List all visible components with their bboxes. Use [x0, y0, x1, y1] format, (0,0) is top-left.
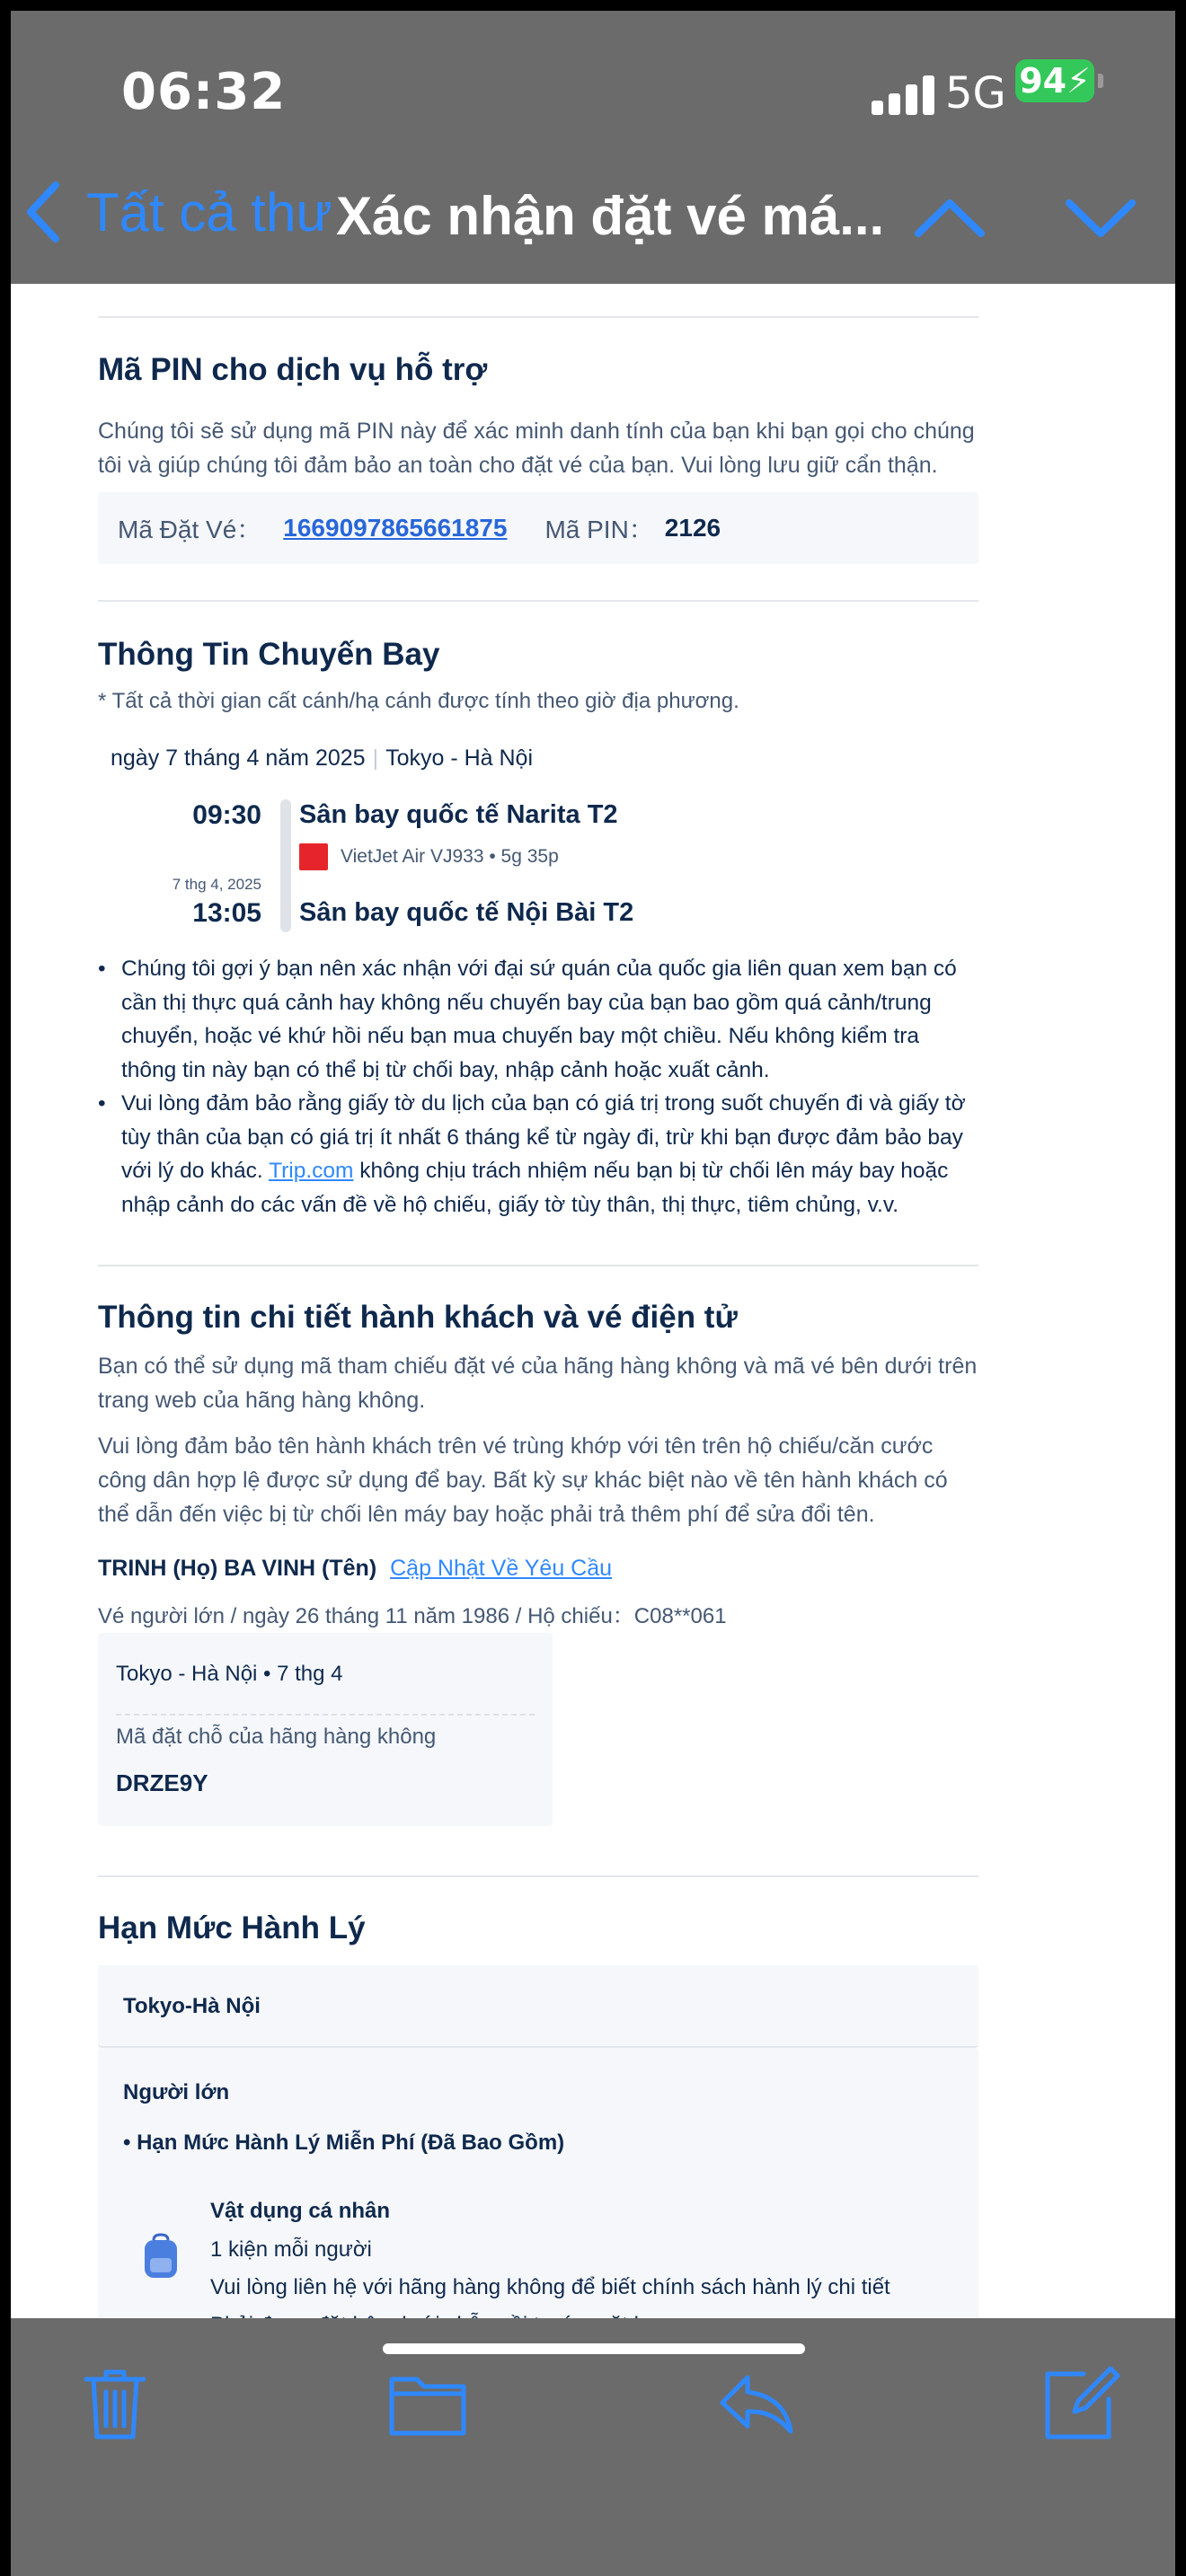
arrive-date: 7 thg 4, 2025: [172, 876, 261, 893]
flight-notice-list: [98, 952, 978, 1222]
trash-icon[interactable]: [74, 2361, 156, 2444]
passenger-p2: Vui lòng đảm bảo tên hành khách trên vé trùng khớp với tên trên hộ chiếu/căn cước công dân hợp lệ được sử dụng để bay. Bất kỳ sự khác biệt nào về tên hành khách có thể dẫn đến việc bị từ chối lên máy bay hoặc phải trả thêm phí để sửa đổi tên.: [98, 1434, 948, 1527]
mail-nav-bar: [11, 154, 1175, 284]
flight-timeline-bar: [280, 799, 291, 932]
pin-value: 2126: [664, 514, 721, 542]
vietjet-logo-icon: [299, 843, 328, 870]
divider: [98, 1875, 978, 1877]
status-time: 06:32: [121, 63, 287, 121]
notice-text: không chịu trách nhiệm nếu bạn bị từ chối lên máy bay hoặc nhập cảnh do các vấn đề về hộ chiếu, giấy tờ tùy thân, thị thực, tiêm chủng, v.v.: [121, 1159, 949, 1217]
passenger-section-title: Thông tin chi tiết hành khách và vé điện tử: [98, 1300, 738, 1335]
signal-icon: [872, 74, 936, 115]
flight-route: Tokyo - Hà Nội: [385, 745, 534, 771]
flight-date-route: ngày 7 tháng 4 năm 2025 | Tokyo - Hà Nội: [111, 745, 534, 771]
chevron-down-icon[interactable]: [1060, 190, 1141, 244]
backpack-icon: [139, 2233, 182, 2280]
baggage-item-title: Vật dụng cá nhân: [210, 2199, 391, 2223]
pnr-code: DRZE9Y: [116, 1769, 208, 1796]
airline-flight: VietJet Air VJ933 • 5g 35p: [341, 846, 559, 867]
home-indicator[interactable]: [383, 2343, 805, 2354]
booking-number-link[interactable]: 1669097865661875: [283, 514, 508, 542]
baggage-policy: Vui lòng liên hệ với hãng hàng không để biết chính sách hành lý chi tiết: [210, 2275, 890, 2299]
booking-number-label: Mã Đặt Vé：: [118, 516, 262, 543]
update-request-link[interactable]: Cập Nhật Về Yêu Cầu: [390, 1556, 613, 1581]
message-title: Xác nhận đặt vé má...: [336, 186, 885, 246]
baggage-section-title: Hạn Mức Hành Lý: [98, 1910, 366, 1945]
pin-label: Mã PIN：: [544, 516, 654, 543]
pin-section-title: Mã PIN cho dịch vụ hỗ trợ: [98, 352, 488, 387]
compose-icon[interactable]: [1039, 2361, 1121, 2444]
ticket-box: [98, 1633, 553, 1826]
battery-tip: [1098, 74, 1103, 88]
status-bar: [11, 11, 1175, 154]
flight-section-title: Thông Tin Chuyến Bay: [98, 637, 440, 672]
chevron-left-icon: [20, 178, 68, 246]
reply-icon[interactable]: [715, 2361, 798, 2444]
notice-text: Vui lòng đảm bảo rằng giấy tờ du lịch của bạn có giá trị trong suốt chuyến đi và giấy tờ tùy thân của bạn có giá trị ít nhất 6 tháng kể từ ngày đi, trừ khi bạn được đảm bảo bay với lý do khác.: [121, 1091, 966, 1183]
battery-icon: 94⚡: [1015, 59, 1094, 102]
notice-item: [98, 1087, 978, 1222]
depart-time: 09:30: [192, 800, 261, 830]
network-type: 5G: [945, 68, 1006, 119]
pin-description: Chúng tôi sẽ sử dụng mã PIN này để xác minh danh tính của bạn khi bạn gọi cho chúng tôi và giúp chúng tôi đảm bảo an toàn cho đặt vé của bạn. Vui lòng lưu giữ cẩn thận.: [98, 419, 975, 478]
battery-level: 94: [1019, 61, 1067, 101]
passenger-details: Vé người lớn / ngày 26 tháng 11 năm 1986 / Hộ chiếu：C08**061: [98, 1604, 727, 1628]
back-label: Tất cả thư: [86, 181, 332, 243]
arrive-airport: Sân bay quốc tế Nội Bài T2: [299, 898, 634, 927]
pnr-label: Mã đặt chỗ của hãng hàng không: [116, 1725, 437, 1749]
arrive-time: 13:05: [192, 898, 261, 928]
chevron-up-icon[interactable]: [909, 190, 990, 244]
divider: [98, 1265, 978, 1266]
flight-date: ngày 7 tháng 4 năm 2025: [111, 745, 366, 771]
back-button[interactable]: [20, 178, 332, 246]
passenger-name: TRINH (Họ) BA VINH (Tên): [98, 1556, 377, 1581]
airline-info: [299, 843, 559, 870]
divider: [98, 316, 978, 318]
depart-airport: Sân bay quốc tế Narita T2: [299, 800, 618, 829]
baggage-body: [98, 2048, 978, 2335]
notice-item: • Chúng tôi gợi ý bạn nên xác nhận với đại sứ quán của quốc gia liên quan xem bạn có cần thị thực quá cảnh hay không nếu chuyến bay của bạn bao gồm quá cảnh/trung chuyển, hoặc vé khứ hồi nếu bạn mua chuyến bay một chiều. Nếu không kiểm tra thông tin này bạn có thể bị từ chối bay, nhập cảnh hoặc xuất cảnh.: [98, 952, 978, 1087]
free-allowance: • Hạn Mức Hành Lý Miễn Phí (Đã Bao Gồm): [123, 2130, 565, 2155]
passenger-p1: Bạn có thể sử dụng mã tham chiếu đặt vé của hãng hàng không và mã vé bên dưới trên trang web của hãng hàng không.: [98, 1354, 978, 1413]
divider: [98, 600, 978, 602]
ticket-route: Tokyo - Hà Nội • 7 thg 4: [116, 1662, 343, 1686]
baggage-route-header: [98, 1965, 978, 2048]
dashed-divider: [116, 1714, 535, 1716]
pin-box: [98, 492, 978, 564]
passenger-name-row: [98, 1556, 612, 1582]
tripcom-link[interactable]: Trip.com: [269, 1159, 354, 1183]
email-body[interactable]: [11, 284, 1175, 2318]
flight-note: * Tất cả thời gian cất cánh/hạ cánh được tính theo giờ địa phương.: [98, 689, 739, 713]
baggage-quantity: 1 kiện mỗi người: [210, 2237, 372, 2262]
baggage-route: Tokyo-Hà Nội: [123, 1994, 261, 2018]
passenger-type: Người lớn: [123, 2080, 230, 2104]
folder-icon[interactable]: [386, 2361, 469, 2444]
mail-toolbar: [11, 2318, 1175, 2576]
